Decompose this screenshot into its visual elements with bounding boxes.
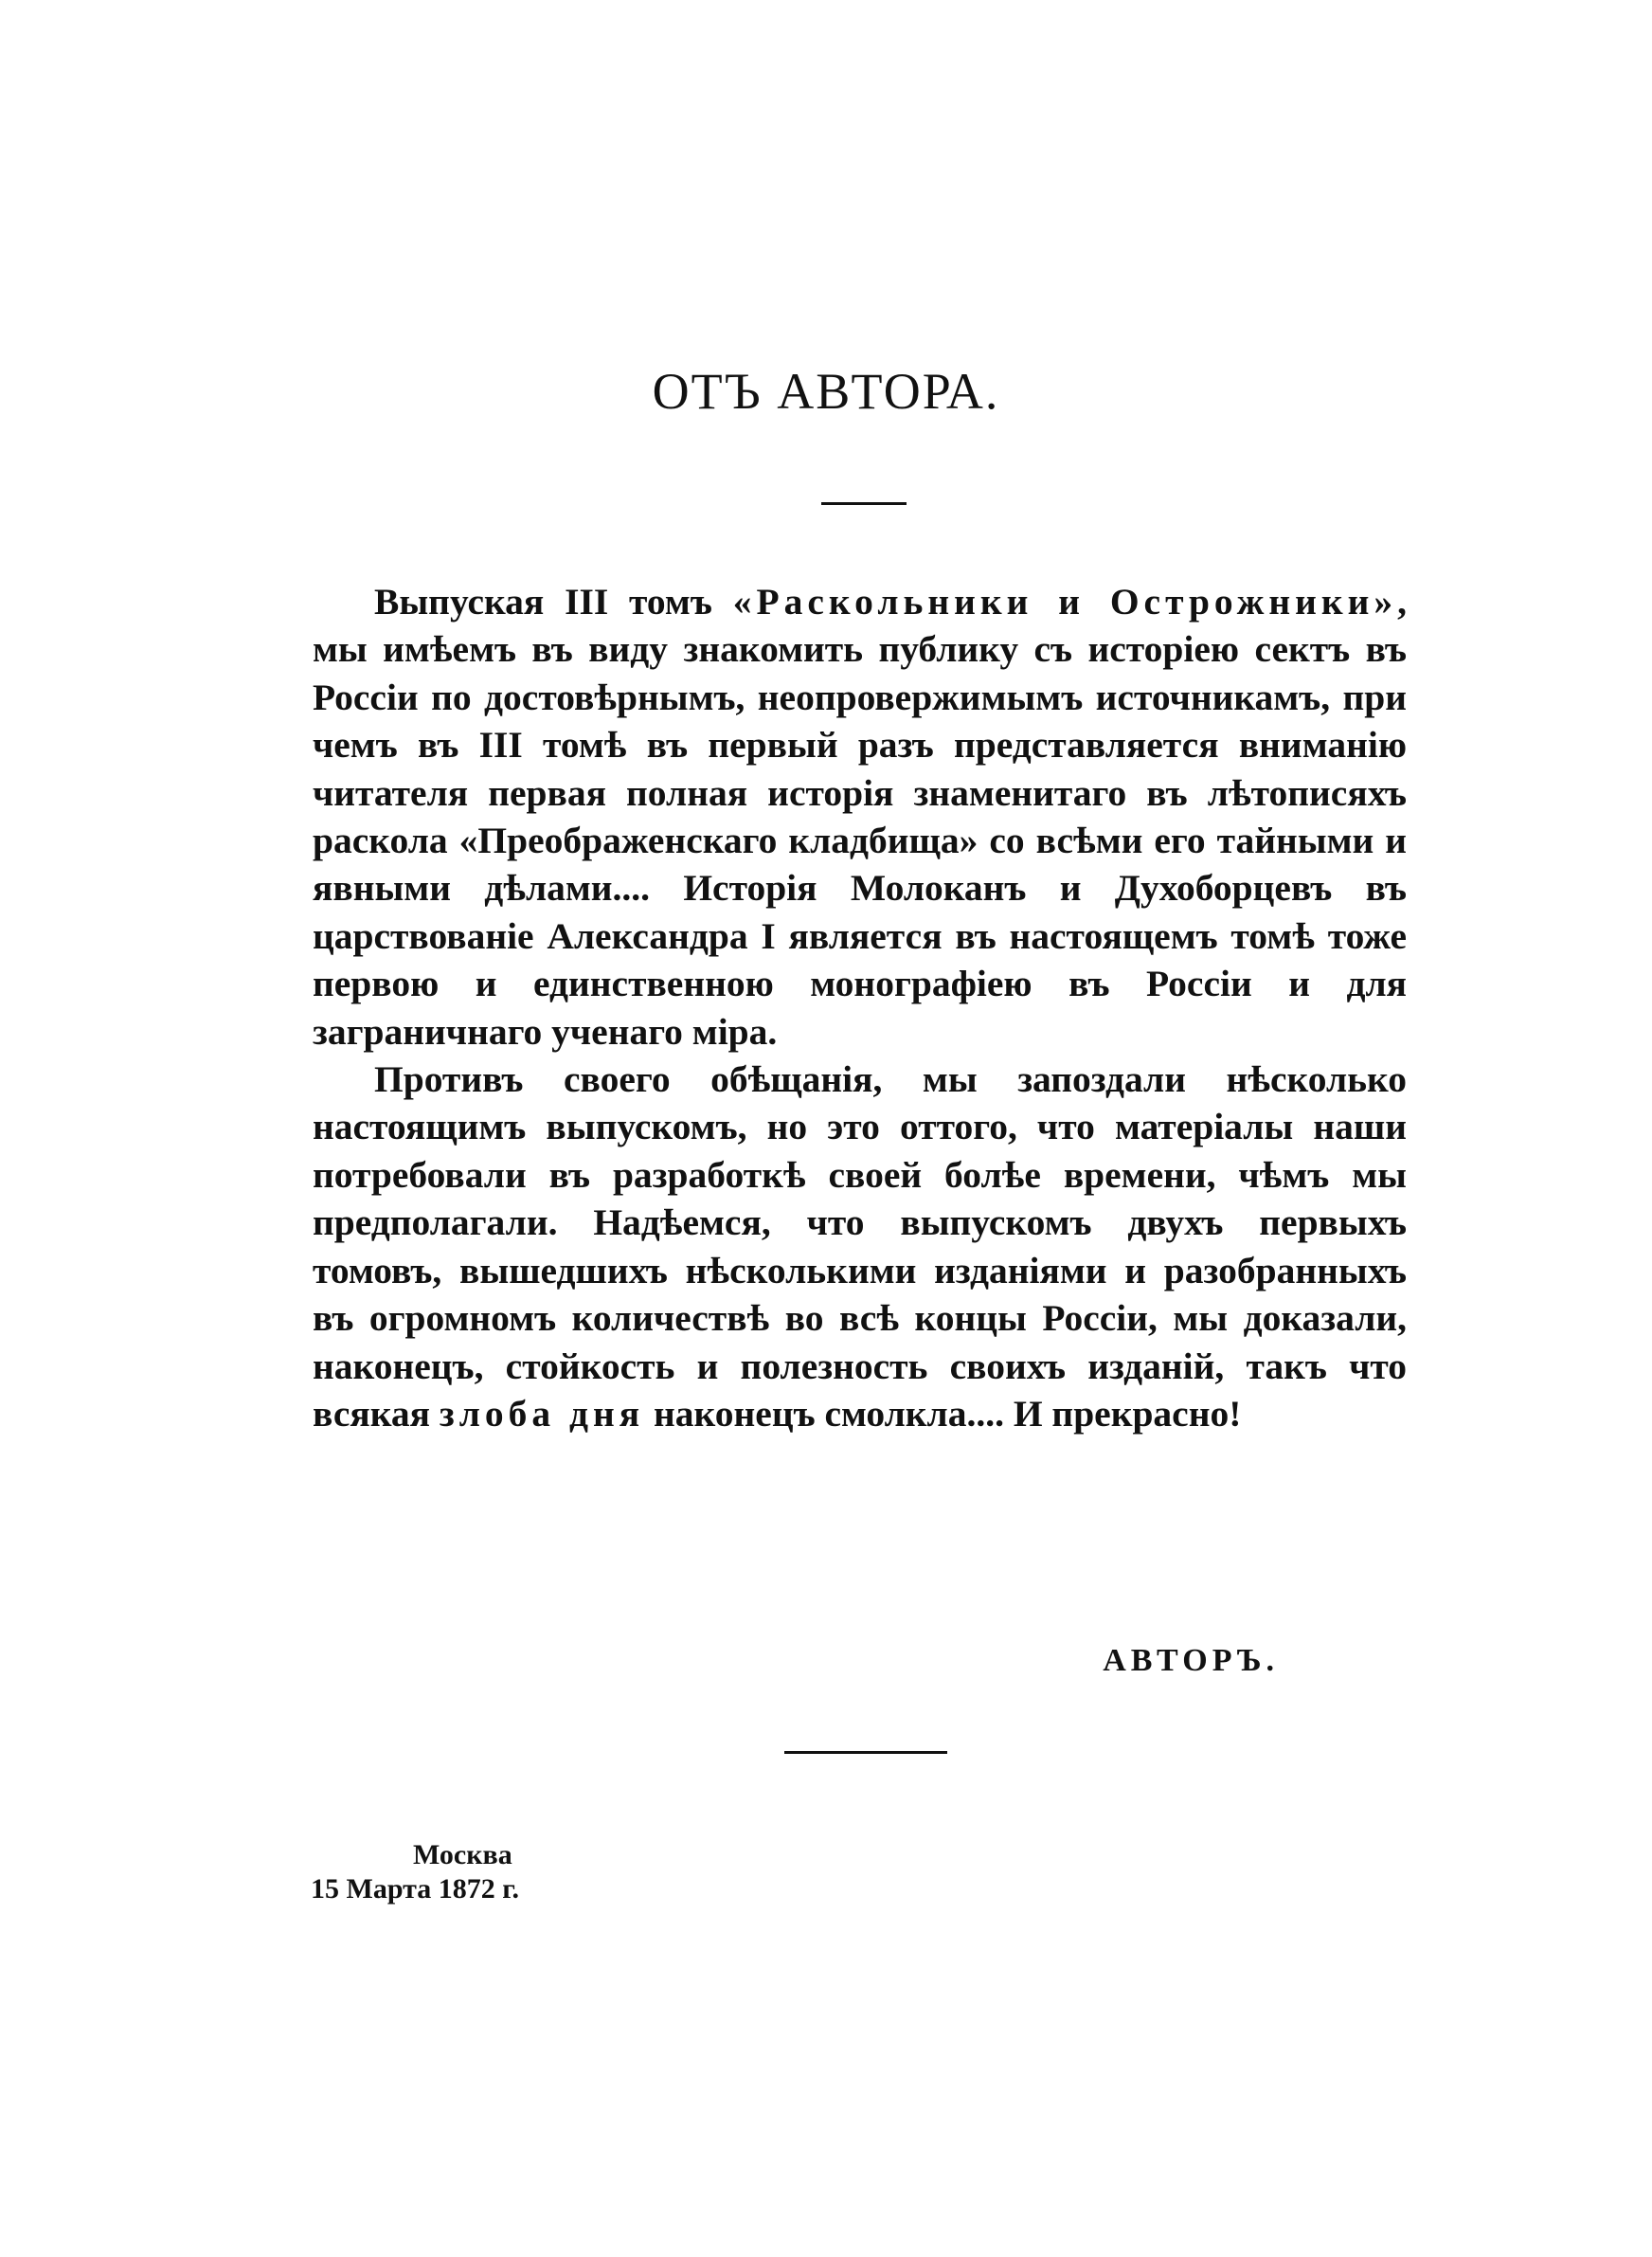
closing-divider [784, 1751, 947, 1754]
paragraph-2-rest: наконецъ смолкла.... И прекрасно! [644, 1392, 1242, 1435]
spaced-phrase: злоба дня [439, 1392, 645, 1435]
paragraph-1-rest: , мы имѣемъ въ виду знакомить публику съ исторіею сектъ въ Россіи по достовѣрнымъ, неопровержимымъ источникамъ, при чемъ въ III томѣ въ первый разъ представляется вниманію читателя первая полная исторія знаменитаго въ лѣтописяхъ раскола «Преображенскаго кладбища» со всѣми его тайными и явными дѣлами.... Исторія Молоканъ и Духоборцевъ въ царствованіе Александра I является въ настоящемъ томѣ тоже первою и единственною монографіею въ Россіи и для заграничнаго ученаго міра. [313, 581, 1407, 1053]
date: 15 Марта 1872 г. [311, 1873, 519, 1905]
preface-body [313, 578, 1407, 1437]
paragraph-1-lead: Выпуская III томъ [374, 581, 733, 623]
author-signature: АВТОРЪ. [1103, 1643, 1279, 1678]
paragraph-2 [313, 1056, 1407, 1437]
place: Москва [413, 1839, 512, 1870]
page-title: ОТЪ АВТОРА. [652, 363, 1000, 420]
paragraph-2-lead: Противъ своего обѣщанія, мы запоздали нѣсколько настоящимъ выпускомъ, но это оттого, что матеріалы наши потребовали въ разработкѣ своей болѣе времени, чѣмъ мы предполагали. Надѣемся, что выпускомъ двухъ первыхъ томовъ, вышедшихъ нѣсколькими изданіями и разобранныхъ въ огромномъ количествѣ во всѣ концы Россіи, мы доказали, наконецъ, стойкость и полезность своихъ изданій, такъ что всякая [313, 1058, 1407, 1435]
paragraph-1 [313, 578, 1407, 1056]
title-divider [821, 502, 907, 505]
place-date [311, 1838, 519, 1906]
book-title: «Раскольники и Острожники» [732, 581, 1398, 623]
